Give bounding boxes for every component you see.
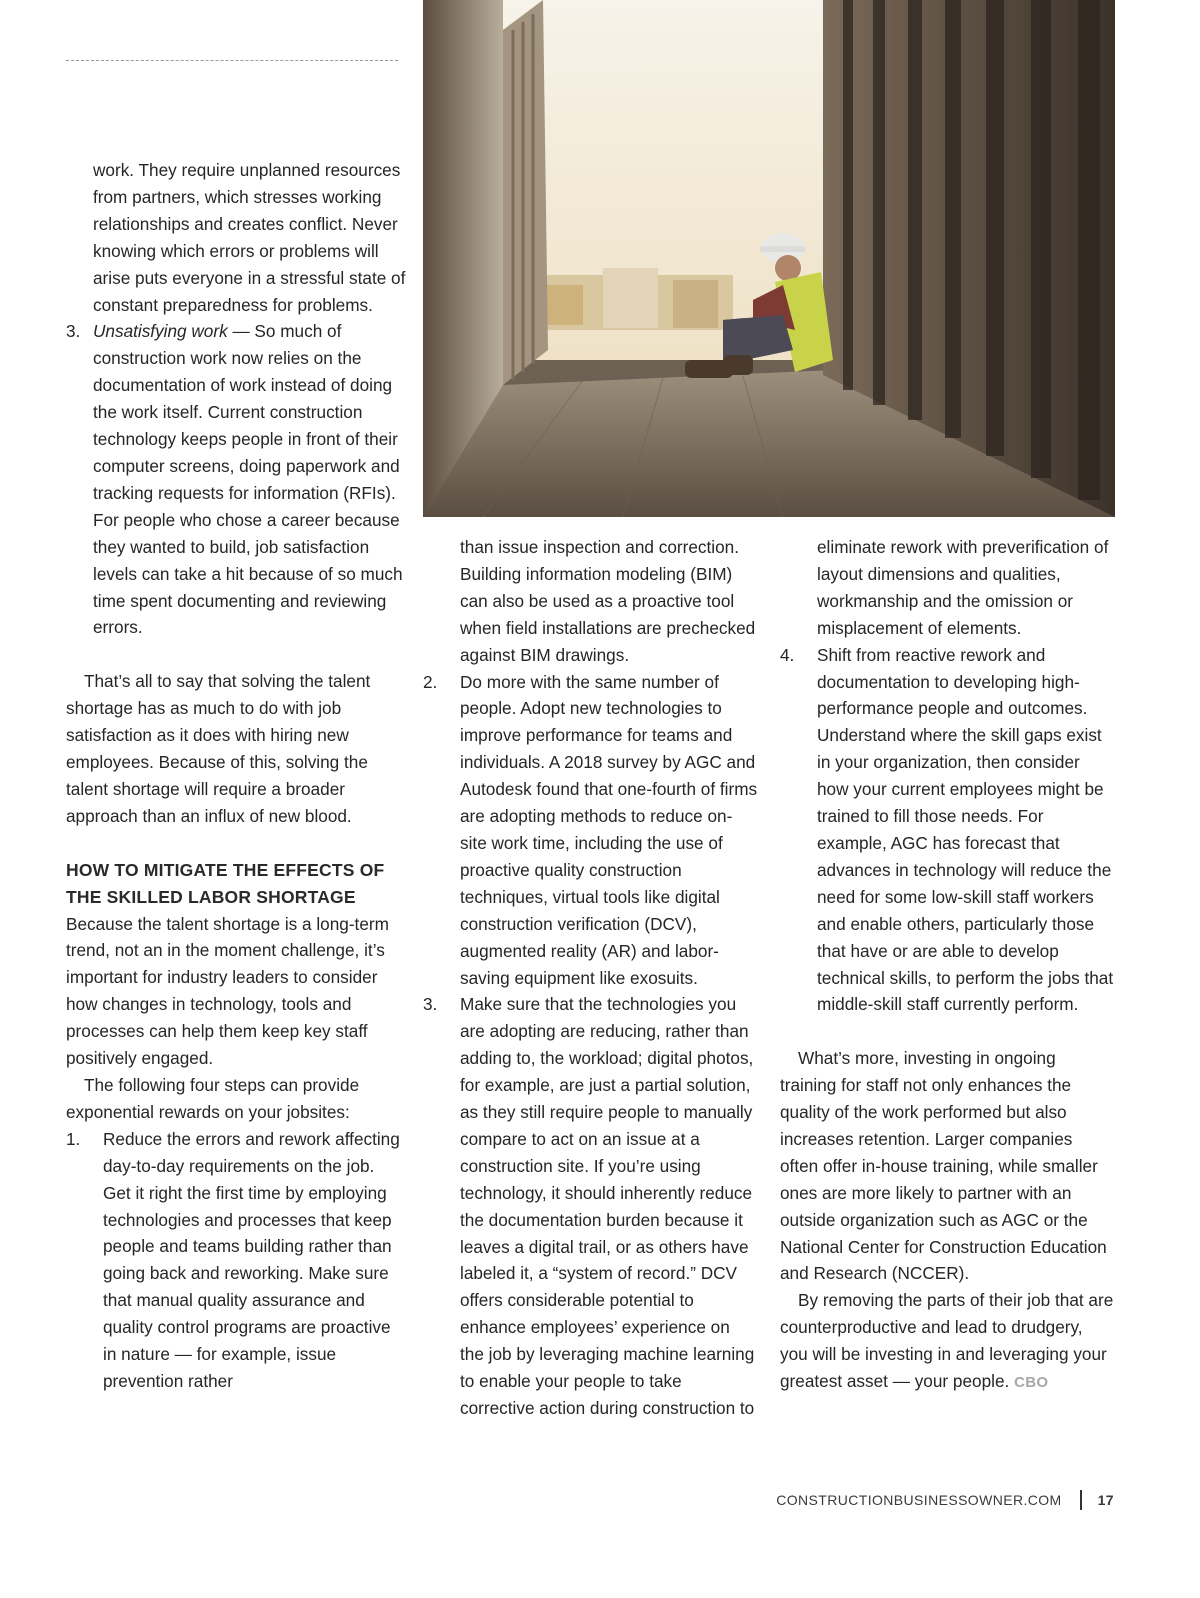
column-left <box>66 157 406 1395</box>
feature-photo <box>423 0 1115 517</box>
list-item <box>423 991 758 1422</box>
list-item <box>780 642 1115 1019</box>
list-item-text: Do more with the same number of people. Adopt new technologies to improve performance for teams and individuals. A 2018 survey by AGC and Autodesk found that one-fourth of firms are adopting methods to reduce on-site work time, including the use of proactive quality construction techniques, virtual tools like digital construction verification (DCV), augmented reality (AR) and labor-saving equipment like exosuits. <box>460 671 758 988</box>
list-item <box>66 318 406 641</box>
list-number: 3. <box>66 321 81 342</box>
list-item <box>66 1126 406 1395</box>
worker-in-container-illustration <box>423 0 1115 517</box>
list-item-text: — So much of construction work now relies on the documentation of work instead of doing the work itself. Current construction technology keeps people in front of their computer screens, doing paperwork and tracking requests for information (RFIs). For people who chose a career because they wanted to build, job satisfaction levels can take a hit because of so much time spent documenting and reviewing errors. <box>93 321 403 638</box>
list-item-text: Reduce the errors and rework affecting day-to-day requirements on the job. Get it right the first time by employing technologies and processes that keep people and teams building rather than going back and reworking. Make sure that manual quality assurance and quality control programs are proactive in nature — for example, issue prevention rather <box>103 1128 400 1391</box>
list-number: 3. <box>423 994 438 1015</box>
list-item-title: Unsatisfying work <box>93 321 228 342</box>
column-right <box>780 534 1115 1397</box>
section-heading: HOW TO MITIGATE THE EFFECTS OF THE SKILLED LABOR SHORTAGE <box>66 859 385 907</box>
body-paragraph: That’s all to say that solving the talent shortage has as much to do with job satisfaction as it does with hiring new employees. Because of this, solving the talent shortage will require a broader approach than an influx of new blood. <box>66 671 371 826</box>
body-paragraph: Because the talent shortage is a long-term trend, not an in the moment challenge, it’s important for industry leaders to consider how changes in technology, tools and processes can help them keep key staff positively engaged. <box>66 913 389 1069</box>
list-number: 1. <box>66 1128 81 1149</box>
footer-divider <box>1080 1490 1082 1510</box>
page-footer <box>776 1487 1114 1513</box>
body-paragraph: What’s more, investing in ongoing training for staff not only enhances the quality of the work performed but also increases retention. Larger companies often offer in-house training, while smaller ones are more likely to partner with an outside organization such as AGC or the National Center for Construction Education and Research (NCCER). <box>780 1048 1107 1284</box>
list-item-continuation: than issue inspection and correction. Building information modeling (BIM) can also be used as a proactive tool when field installations are prechecked against BIM drawings. <box>460 537 756 665</box>
column-middle <box>423 534 758 1422</box>
body-paragraph: The following four steps can provide exponential rewards on your jobsites: <box>66 1074 360 1122</box>
page-number: 17 <box>1097 1492 1114 1508</box>
list-number: 4. <box>780 644 795 665</box>
list-item <box>423 669 758 992</box>
footer-website: CONSTRUCTIONBUSINESSOWNER.COM <box>776 1492 1062 1508</box>
closing-text: By removing the parts of their job that are counterproductive and lead to drudgery, you will be investing in and leveraging your greatest asset — your people. <box>780 1290 1114 1392</box>
list-number: 2. <box>423 671 438 692</box>
list-item-text: Shift from reactive rework and documentation to developing high-performance people and outcomes. Understand where the skill gaps exist in your organization, then consider how your current employees might be trained to fill those needs. For example, AGC has forecast that advances in technology will reduce the need for some low-skill staff workers and enable others, particularly those that have or are able to develop technical skills, to perform the jobs that middle-skill staff currently perform. <box>817 644 1114 1015</box>
list-item-text: Make sure that the technologies you are adopting are reducing, rather than adding to, the workload; digital photos, for example, are just a partial solution, as they still require people to manually compare to act on an issue at a construction site. If you’re using technology, it should inherently reduce the documentation burden because it leaves a digital trail, or as others have labeled it, a “system of record.” DCV offers considerable potential to enhance employees’ experience on the job by leveraging machine learning to enable your people to take corrective action during construction to <box>460 994 755 1418</box>
list-item-continuation: work. They require unplanned resources from partners, which stresses working relationships and creates conflict. Never knowing which errors or problems will arise puts everyone in a stressful state of constant preparedness for problems. <box>93 160 406 315</box>
body-paragraph <box>780 1287 1115 1397</box>
header-rule <box>66 60 398 61</box>
list-item-continuation: eliminate rework with preverification of layout dimensions and qualities, workmanship and the omission or misplacement of elements. <box>817 537 1109 638</box>
end-mark-logo: CBO <box>1014 1374 1049 1392</box>
